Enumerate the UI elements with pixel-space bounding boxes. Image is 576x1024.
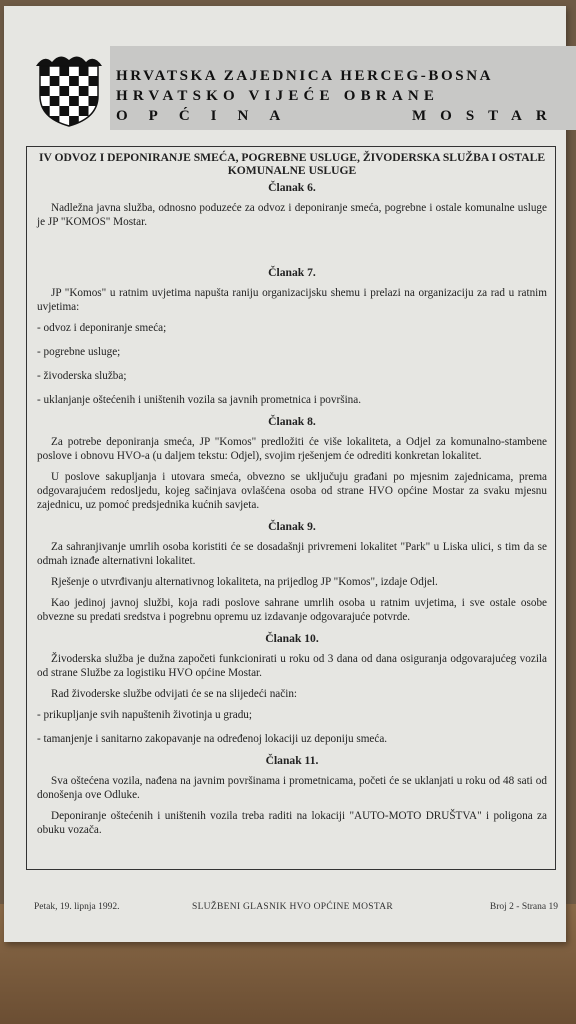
letterhead-line-1: HRVATSKA ZAJEDNICA HERCEG-BOSNA <box>116 68 494 84</box>
article-10-paragraph-2: Rad živoderske službe odvijati će se na slijedeći način: <box>51 688 298 700</box>
article-8-paragraph-1: Za potrebe deponiranja smeća, JP "Komos" predložiti će više lokaliteta, a Odjel za komunalno-stambene poslove i obnovu HVO-a (u daljem tekstu: Odjel), svojim rješenjem će odrediti konkretan lokalitet. <box>37 436 547 462</box>
article-7-paragraph: JP "Komos" u ratnim uvjetima napušta raniju organizacijsku shemu i prelazi na organizaciju za rad u ratnim uvjetima: <box>37 287 547 313</box>
list-item: - odvoz i deponiranje smeća; <box>37 322 167 334</box>
article-9-paragraph-1: Za sahranjivanje umrlih osoba koristiti će se dosadašnji privremeni lokalitet "Park" u Liska ulici, s tim da se odmah iznađe alternativni lokalitet. <box>37 541 547 567</box>
document-page <box>4 6 566 942</box>
article-11-heading: Članak 11. <box>265 754 319 767</box>
page-footer <box>34 902 558 916</box>
footer-date: Petak, 19. lipnja 1992. <box>34 902 120 912</box>
section-title: IV ODVOZ I DEPONIRANJE SMEĆA, POGREBNE USLUGE, ŽIVODERSKA SLUŽBA I OSTALE KOMUNALNE USLUGE <box>38 151 546 177</box>
article-9-paragraph-3: Kao jedinoj javnoj službi, koja radi poslove sahrane umrlih osoba u ratnim uvjetima, i sve ostale osobe obvezne su predati sredstva i pogrebnu opremu uz izdavanje odgovarajuće potvrde. <box>37 597 547 623</box>
list-item: - uklanjanje oštećenih i uništenih vozila sa javnih prometnica i površina. <box>37 394 362 406</box>
article-10-paragraph-1: Živoderska služba je dužna započeti funkcionirati u roku od 3 dana od dana osiguranja odgovarajućeg vozila od strane Službe za logistiku HVO općine Mostar. <box>37 653 547 679</box>
letterhead-municipality-label: OPĆINA <box>116 108 302 124</box>
list-item: - živoderska služba; <box>37 370 127 382</box>
letterhead <box>26 46 561 134</box>
footer-page-number: Broj 2 - Strana 19 <box>489 902 558 912</box>
document-body-frame <box>26 146 556 870</box>
article-9-heading: Članak 9. <box>268 520 316 533</box>
article-10-heading: Članak 10. <box>265 632 319 645</box>
article-8-paragraph-2: U poslove sakupljanja i utovara smeća, obvezno se uključuju građani po mjesnim zajednicama, prema odgovarajućem redosljedu, kojeg sačinjava ovlašćena osoba od strane HVO općine Mostar za svaku mjesnu zajednicu, uz pomoć predsjednika kućnih savjeta. <box>37 471 547 511</box>
list-item: - pogrebne usluge; <box>37 346 121 358</box>
article-8-heading: Članak 8. <box>268 415 316 428</box>
document-body <box>37 151 547 844</box>
article-11-paragraph-2: Deponiranje oštećenih i uništenih vozila treba raditi na lokaciji "AUTO-MOTO DRUŠTVA" i poligona za obuku vozača. <box>37 810 547 836</box>
list-item: - tamanjenje i sanitarno zakopavanje na određenoj lokaciji uz deponiju smeća. <box>37 733 388 745</box>
article-6-paragraph: Nadležna javna služba, odnosno poduzeće za odvoz i deponiranje smeća, pogrebne i ostale komunalne usluge je JP "KOMOS" Mostar. <box>37 202 547 228</box>
article-6-heading: Članak 6. <box>268 181 316 194</box>
footer-publication: SLUŽBENI GLASNIK HVO OPĆINE MOSTAR <box>192 902 394 912</box>
letterhead-city: MOSTAR <box>412 108 561 124</box>
article-11-paragraph-1: Sva oštećena vozila, nađena na javnim površinama i prometnicama, početi će se uklanjati u roku od 48 sati od donošenja ove Odluke. <box>37 775 547 801</box>
letterhead-line-3 <box>116 108 561 125</box>
letterhead-line-2: HRVATSKO VIJEĆE OBRANE <box>116 88 440 104</box>
article-9-paragraph-2: Rješenje o utvrđivanju alternativnog lokaliteta, na prijedlog JP "Komos", izdaje Odjel. <box>51 576 438 588</box>
list-item: - prikupljanje svih napuštenih životinja u gradu; <box>37 709 253 721</box>
checkerboard-coat-of-arms-icon <box>34 52 104 128</box>
article-7-heading: Članak 7. <box>268 266 316 279</box>
